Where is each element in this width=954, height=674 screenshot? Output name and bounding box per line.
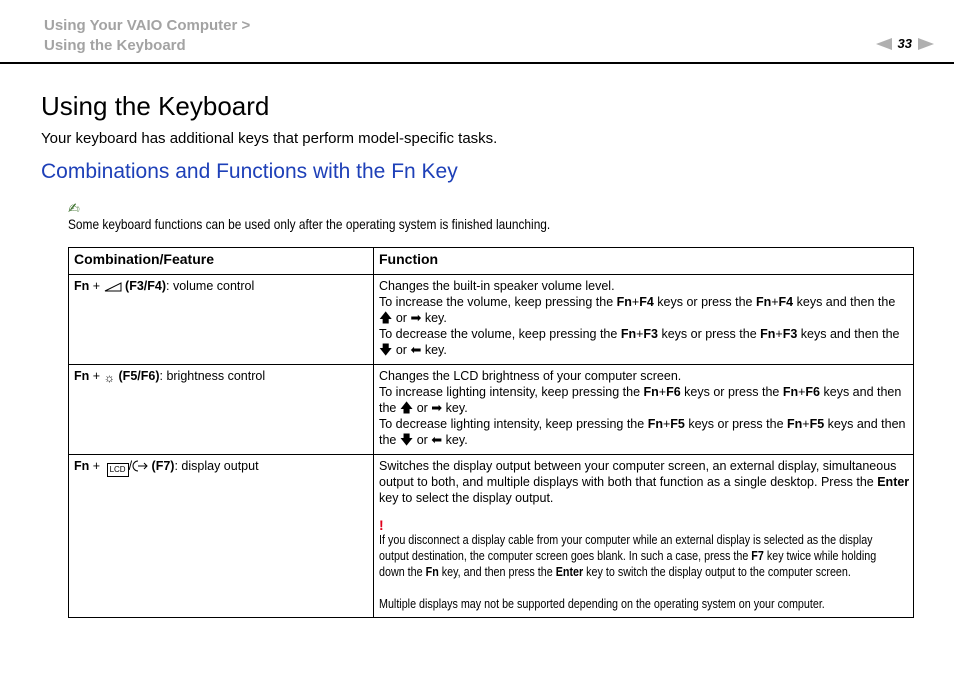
text: To decrease the volume, keep pressing the — [379, 327, 621, 341]
key: F6 — [666, 385, 681, 399]
combination-cell — [69, 365, 374, 455]
text: To increase the volume, keep pressing the — [379, 295, 617, 309]
text: key, and then press the — [438, 565, 556, 579]
right-arrow-icon: ➡ — [431, 400, 443, 415]
description-line: key to select the display output. — [379, 491, 554, 505]
text: key twice while holding — [763, 549, 877, 563]
breadcrumb-current: Using the Keyboard — [44, 37, 186, 54]
warning-line: Multiple displays may not be supported depending on the operating system on your computer. — [379, 597, 825, 611]
function-cell — [374, 275, 914, 365]
header-divider — [0, 62, 954, 64]
right-arrow-icon: ➡ — [410, 310, 422, 325]
fn-key-label: Fn — [74, 279, 90, 293]
plus-sign: + — [662, 417, 671, 431]
lcd-label: LCD — [109, 465, 126, 474]
key: F7 — [751, 549, 764, 563]
table-row — [69, 275, 914, 365]
combination-cell — [69, 455, 374, 618]
left-arrow-icon: ⬅ — [410, 342, 422, 357]
pencil-note-icon: ✍ — [68, 200, 80, 216]
text: key to switch the display output to the computer screen. — [583, 565, 851, 579]
text: keys or press the — [653, 295, 756, 309]
key: F5 — [670, 417, 685, 431]
warning-line: If you disconnect a display cable from your computer while an external display is selected as the display — [379, 533, 873, 547]
function-keys: (F7) — [151, 459, 175, 473]
plus-sign: + — [631, 295, 640, 309]
key: F6 — [805, 385, 821, 399]
speaker-volume-icon — [104, 280, 122, 296]
text: or — [413, 433, 432, 447]
key: Fn — [425, 565, 439, 579]
text: key. — [442, 433, 468, 447]
plus-sign: + — [802, 417, 810, 431]
text: keys and then — [820, 385, 902, 399]
page-number: 33 — [897, 36, 912, 51]
description-line — [379, 400, 908, 416]
text: key. — [442, 401, 468, 415]
key: F3 — [643, 327, 658, 341]
text: keys or press the — [680, 385, 783, 399]
table-row — [69, 455, 914, 618]
feature-label: : volume control — [166, 279, 255, 293]
key: Fn — [647, 417, 663, 431]
table-header-row — [69, 248, 914, 275]
breadcrumb-parent: Using Your VAIO Computer > — [44, 17, 251, 34]
text: keys or press the — [658, 327, 761, 341]
table-row — [69, 365, 914, 455]
text: output to both, and multiple displays with both that function as a single desktop. Press the — [379, 475, 878, 489]
function-cell — [374, 365, 914, 455]
plus-sign: + — [92, 459, 101, 473]
spacer — [379, 580, 908, 596]
plus-sign: + — [771, 295, 779, 309]
breadcrumb — [44, 16, 250, 56]
description-line — [379, 474, 908, 490]
text: key. — [421, 311, 447, 325]
up-arrow-icon: 🡅 — [379, 310, 393, 325]
key: Enter — [877, 475, 910, 489]
key: F3 — [782, 327, 798, 341]
column-header-combination: Combination/Feature — [69, 248, 374, 275]
note-text: Some keyboard functions can be used only after the operating system is finished launching. — [68, 216, 551, 232]
description-line — [379, 416, 908, 432]
fn-key-label: Fn — [74, 369, 90, 383]
description-line — [379, 294, 908, 310]
previous-page-arrow-icon[interactable] — [876, 38, 892, 50]
left-arrow-icon: ⬅ — [431, 432, 443, 447]
down-arrow-icon: 🡇 — [379, 342, 393, 357]
description-line — [379, 342, 908, 358]
intro-text: Your keyboard has additional keys that perform model-specific tasks. — [41, 130, 498, 147]
next-page-arrow-icon[interactable] — [918, 38, 934, 50]
text: or — [413, 401, 432, 415]
external-display-icon — [132, 460, 148, 476]
description-line: Changes the LCD brightness of your computer screen. — [379, 369, 682, 383]
plus-sign: + — [636, 327, 644, 341]
combination-cell — [69, 275, 374, 365]
text: keys and then the — [793, 295, 896, 309]
key: Fn — [620, 327, 637, 341]
plus-sign: + — [775, 327, 783, 341]
text: keys or press the — [684, 417, 787, 431]
text: keys and then — [824, 417, 906, 431]
warning-line — [379, 564, 851, 580]
description-line: Changes the built-in speaker volume level. — [379, 279, 615, 293]
down-arrow-icon: 🡇 — [399, 432, 414, 447]
warning-icon: ! — [379, 517, 384, 533]
description-line: Switches the display output between your computer screen, an external display, simultaneous — [379, 459, 897, 473]
feature-label: : brightness control — [159, 369, 266, 383]
description-line — [379, 326, 908, 342]
text: the — [379, 433, 400, 447]
text: down the — [379, 565, 426, 579]
text: keys and then the — [797, 327, 900, 341]
page-navigation — [876, 36, 934, 51]
key: Enter — [555, 565, 584, 579]
key: Fn — [782, 385, 799, 399]
fn-key-table — [68, 247, 914, 618]
page-title: Using the Keyboard — [41, 91, 270, 121]
text: To increase lighting intensity, keep pressing the — [379, 385, 644, 399]
key: Fn — [760, 327, 776, 341]
feature-label: : display output — [174, 459, 259, 473]
key: F4 — [778, 295, 794, 309]
key: Fn — [755, 295, 772, 309]
text: key. — [421, 343, 447, 357]
section-title: Combinations and Functions with the Fn Key — [41, 160, 458, 183]
plus-sign: + — [658, 385, 667, 399]
plus-sign: + — [798, 385, 806, 399]
plus-sign: + — [92, 369, 101, 383]
text: the — [379, 401, 400, 415]
key: Fn — [616, 295, 632, 309]
description-line — [379, 310, 908, 326]
slash: / — [128, 459, 133, 473]
lcd-display-output-icon — [107, 463, 129, 477]
key: Fn — [787, 417, 803, 431]
function-keys: (F5/F6) — [118, 369, 160, 383]
up-arrow-icon: 🡅 — [399, 400, 414, 415]
plus-sign: + — [92, 279, 101, 293]
text: To decrease lighting intensity, keep pressing the — [379, 417, 648, 431]
warning-line — [379, 548, 877, 564]
key: F4 — [639, 295, 654, 309]
description-line — [379, 384, 908, 400]
description-line — [379, 432, 908, 448]
sun-brightness-icon: ☼ — [103, 371, 116, 385]
function-cell — [374, 455, 914, 618]
function-keys: (F3/F4) — [125, 279, 167, 293]
column-header-function: Function — [374, 248, 914, 275]
key: Fn — [643, 385, 659, 399]
key: F5 — [809, 417, 825, 431]
text: output destination, the computer screen goes blank. In such a case, press the — [379, 549, 752, 563]
fn-key-label: Fn — [74, 459, 90, 473]
text: or — [392, 343, 411, 357]
text: or — [392, 311, 411, 325]
